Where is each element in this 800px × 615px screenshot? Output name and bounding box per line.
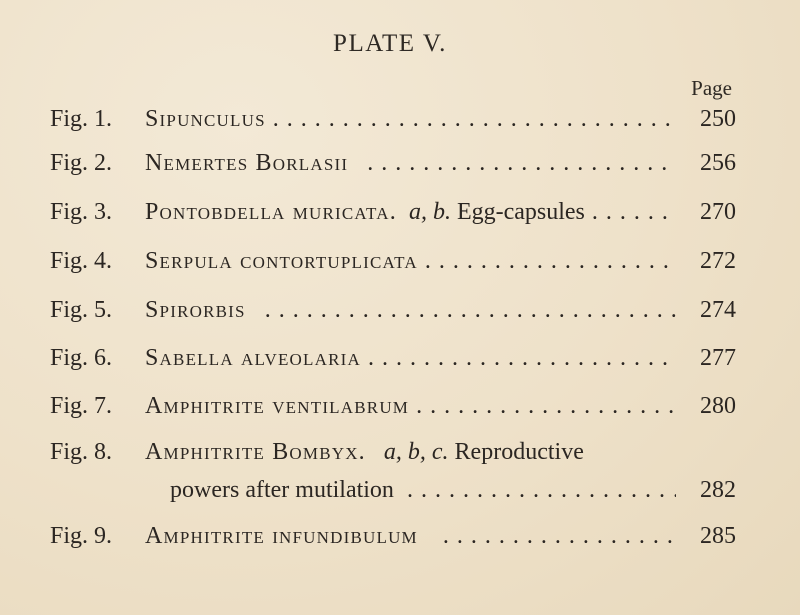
figure-entry-3 [50,194,736,230]
figure-entry-8-continuation [50,472,736,508]
page-number: 256 [700,150,736,176]
figure-entry-2 [50,145,736,181]
page-number: 277 [700,345,736,371]
species-name: Nemertes Borlasii [145,150,349,176]
figure-number: Fig. 5. [50,297,113,323]
figure-number: Fig. 9. [50,523,113,549]
figure-description [145,243,676,279]
figure-number: Fig. 6. [50,345,113,371]
species-name: Amphitrite ventilabrum [145,393,410,419]
page-number: 272 [700,248,736,274]
figure-description [145,518,676,554]
figure-entry-1 [50,101,736,137]
figure-number: Fig. 4. [50,248,113,274]
figure-description [145,340,676,376]
figure-number: Fig. 2. [50,150,113,176]
species-name: Pontobdella muricata. [145,199,397,225]
figure-entry-5 [50,292,736,328]
figure-entry-7 [50,388,736,424]
page-column-header: Page [691,76,732,100]
figure-description [145,194,676,230]
species-name: Amphitrite Bombyx. [145,439,366,465]
plate-title: PLATE V. [333,30,447,57]
figure-description [145,101,676,137]
figure-description [145,145,676,181]
page-number: 285 [700,523,736,549]
species-name: Spirorbis [145,297,246,323]
part-labels: a, b, c. [383,439,449,465]
page-number: 280 [700,393,736,419]
part-labels: a, b. [408,199,451,225]
species-name: Serpula contortuplicata [145,248,418,274]
species-name: Sabella alveolaria [145,345,361,371]
species-name: Amphitrite infundibulum [145,523,418,549]
figure-note: Egg-capsules [456,199,585,225]
figure-entry-8 [50,434,736,470]
figure-number: Fig. 7. [50,393,113,419]
figure-entry-4 [50,243,736,279]
figure-description [145,434,736,470]
figure-description-continuation [170,472,676,508]
figure-description [145,292,676,328]
page-number: 274 [700,297,736,323]
figure-note-continued: powers after mutilation [170,477,394,503]
figure-number: Fig. 1. [50,106,113,132]
figure-note: Reproductive [454,439,584,465]
figure-number: Fig. 8. [50,439,113,465]
page-number: 282 [700,477,736,503]
figure-number: Fig. 3. [50,199,113,225]
species-name: Sipunculus [145,106,266,132]
page-number: 250 [700,106,736,132]
figure-entry-9 [50,518,736,554]
figure-description [145,388,676,424]
page-number: 270 [700,199,736,225]
figure-entry-6 [50,340,736,376]
